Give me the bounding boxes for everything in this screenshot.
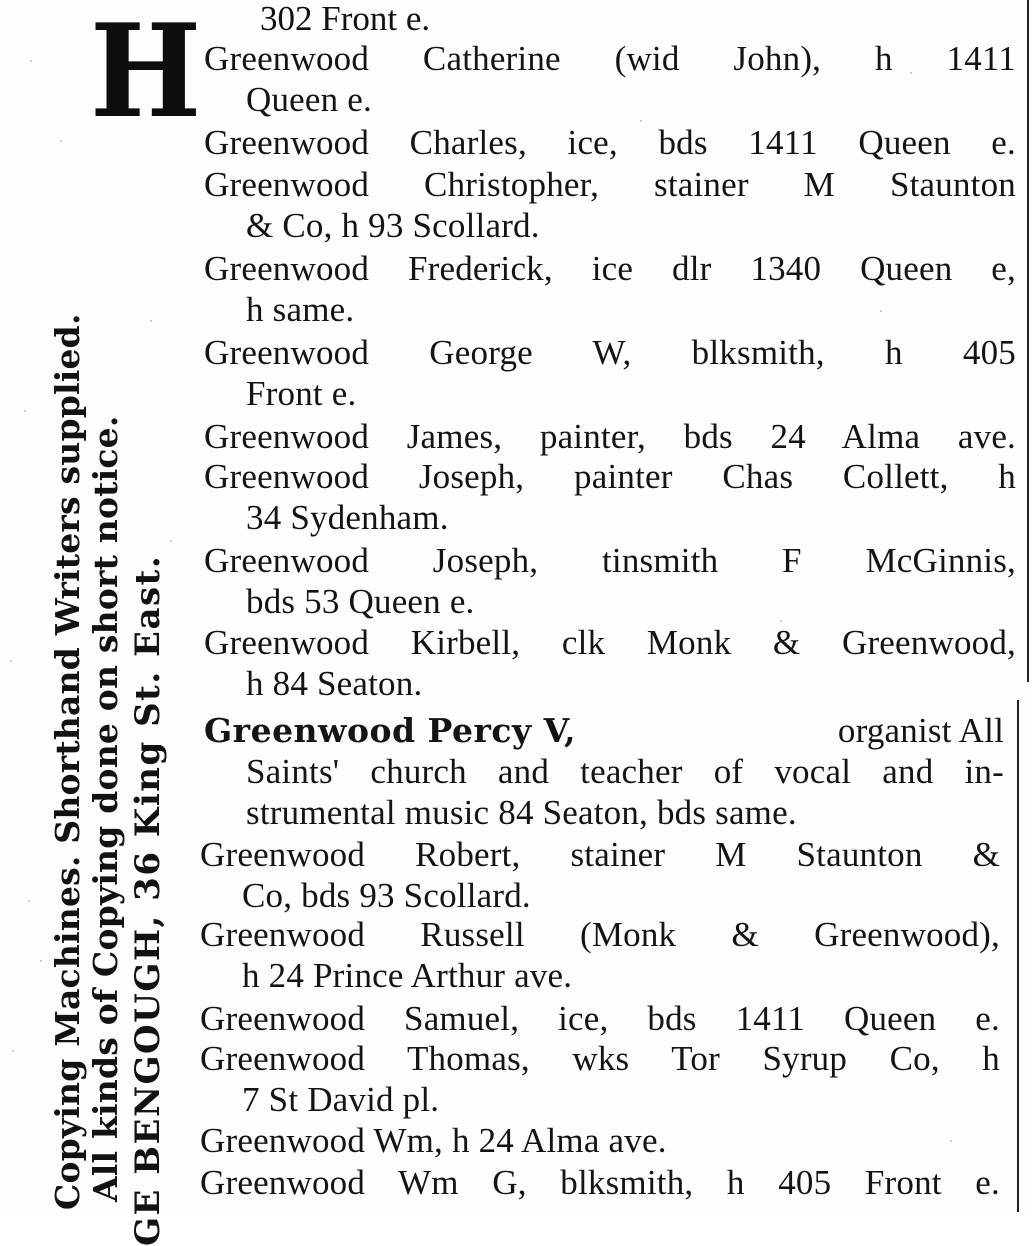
- directory-entry: [204, 38, 1016, 120]
- entry-line: h 24 Prince Arthur ave.: [242, 956, 573, 995]
- entry-line: Queen e.: [246, 80, 372, 119]
- margin-advertisement: [42, 170, 192, 1246]
- directory-entry: [204, 540, 1016, 622]
- entry-line: Greenwood George W, blksmith, h 405: [204, 333, 1016, 372]
- entry-line: h same.: [246, 290, 355, 329]
- directory-entry: [200, 1120, 1000, 1161]
- directory-entry: [204, 622, 1016, 704]
- directory-entry: [200, 914, 1000, 996]
- section-letter: H: [90, 0, 202, 147]
- directory-entry: [204, 122, 1016, 163]
- column-rule: [1017, 700, 1019, 1212]
- directory-entry: [204, 248, 1016, 330]
- entry-line: & Co, h 93 Scollard.: [246, 206, 540, 245]
- entry-line: Greenwood Catherine (wid John), h 1411: [204, 39, 1016, 78]
- directory-entry: [200, 1162, 1000, 1203]
- entry-line: Saints' church and teacher of vocal and in-: [246, 752, 1004, 791]
- directory-entry: [204, 456, 1016, 538]
- entry-line: strumental music 84 Seaton, bds same.: [246, 793, 797, 832]
- entry-line: Greenwood Samuel, ice, bds 1411 Queen e.: [200, 999, 1000, 1038]
- entry-line: Greenwood James, painter, bds 24 Alma ave.: [204, 417, 1016, 456]
- entry-first-line: [204, 710, 1004, 751]
- directory-entry: [200, 1038, 1000, 1120]
- entry-line: Greenwood Frederick, ice dlr 1340 Queen e,: [204, 249, 1016, 288]
- directory-entry: [200, 834, 1000, 916]
- entry-line: Co, bds 93 Scollard.: [242, 876, 531, 915]
- continuation-line: 302 Front e.: [260, 0, 431, 38]
- directory-entry: [204, 164, 1016, 246]
- entry-line: 34 Sydenham.: [246, 498, 449, 537]
- entry-line: Greenwood Wm G, blksmith, h 405 Front e.: [200, 1163, 1000, 1202]
- entry-line: Greenwood Thomas, wks Tor Syrup Co, h: [200, 1039, 1000, 1078]
- ad-line-1: Copying Machines. Shorthand Writers supplied.: [48, 313, 87, 1210]
- entry-line: Greenwood Wm, h 24 Alma ave.: [200, 1121, 667, 1160]
- entry-line: Greenwood Joseph, painter Chas Collett, h: [204, 457, 1016, 496]
- entry-line: Greenwood Robert, stainer M Staunton &: [200, 835, 1000, 874]
- entry-line: Front e.: [246, 374, 357, 413]
- directory-entry: [204, 332, 1016, 414]
- directory-entry-featured: [204, 710, 1004, 833]
- column-rule: [1027, 0, 1029, 682]
- entry-line: Greenwood Russell (Monk & Greenwood),: [200, 915, 1000, 954]
- entry-line: h 84 Seaton.: [246, 664, 423, 703]
- entry-line: bds 53 Queen e.: [246, 582, 475, 621]
- ad-line-3: GE BENGOUGH, 36 King St. East.: [128, 554, 168, 1246]
- directory-column: [200, 0, 1026, 1212]
- ad-line-2: All kinds of Copying done on short notice.: [86, 415, 125, 1202]
- directory-entry: [204, 416, 1016, 457]
- entry-occupation: organist All: [837, 711, 1004, 750]
- entry-line: Greenwood Christopher, stainer M Staunton: [204, 165, 1016, 204]
- entry-line: 7 St David pl.: [242, 1080, 440, 1119]
- entry-line: Greenwood Kirbell, clk Monk & Greenwood,: [204, 623, 1016, 662]
- directory-entry: [200, 998, 1000, 1039]
- entry-line: Greenwood Charles, ice, bds 1411 Queen e.: [204, 123, 1016, 162]
- entry-line: Greenwood Joseph, tinsmith F McGinnis,: [204, 541, 1016, 580]
- entry-name: Greenwood Percy V,: [204, 711, 576, 750]
